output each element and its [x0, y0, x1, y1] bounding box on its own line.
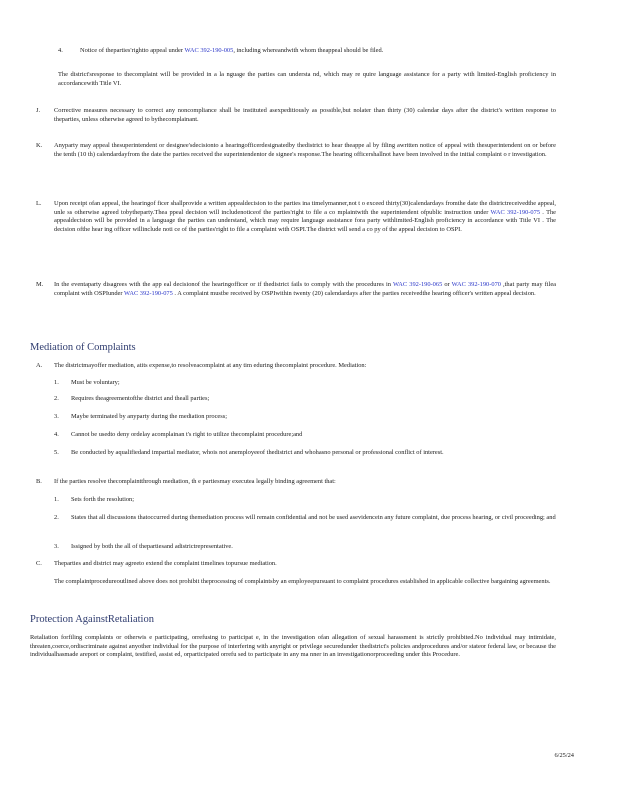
- list-item-label: 4.: [54, 431, 59, 438]
- list-item-label: 5.: [54, 449, 59, 456]
- item-j-label: J.: [36, 107, 41, 114]
- list-item-text: Cannot be usedto deny ordelay acomplainan t's right to utilize thecomplaint procedure;and: [71, 431, 303, 438]
- agreement-item-3: [54, 543, 556, 552]
- list-item-label: 3.: [54, 413, 59, 420]
- item-m-text: [54, 281, 556, 298]
- item-m-text-pre: In the eventaparty disagrees with the app eal decisionof the hearingofficer or if thedistrict fails to comply with the procedures in: [54, 281, 393, 288]
- item-m-text-post: . A complaint mustbe received by OSPIwithin twenty (20) calendardays after the parties receivedthe hearing officer's written appeal decision.: [172, 289, 536, 297]
- item-4-text-post: , including whereandwith whom theappeal should be filed.: [233, 47, 384, 54]
- item-m-text-mid: or: [442, 281, 452, 288]
- item-l: [36, 200, 556, 234]
- list-item-text: Sets forth the resolution;: [71, 496, 135, 503]
- list-item-text: States that all discussions thatoccurred during themediation process will remain confidential and not be used asevidencein any future complaint, due process hearing, or civil proceeding; and: [71, 514, 556, 521]
- item-k: [36, 142, 556, 159]
- item-l-text: [54, 200, 556, 234]
- mediation-item-5: [54, 449, 556, 458]
- item-c: [36, 560, 556, 569]
- item-4-label: 4.: [58, 47, 63, 54]
- list-item-label: 1.: [54, 496, 59, 503]
- wac-392-190-065-link[interactable]: WAC 392-190-065: [392, 281, 443, 288]
- mediation-item-4: [54, 431, 556, 440]
- retaliation-paragraph: Retaliation forfiling complaints or otherwis e participating, orrefusing to participat e, in the investigation ofan allegation of sexual harassment is strictly prohibited.No individual may intimidate, threaten,coerce,ordiscriminate against anyother individual for the purpose of interfering with anyright or privilege securedunder thedistrict's policies andprocedures and/or stateor federal law, or because the individualhasmade areport or complaint, testified, assist ed, orparticipated orrefu sed to participate in any ma nner in an investigationorproceeding under this Procedure.: [30, 634, 556, 659]
- item-c-label: C.: [36, 560, 42, 567]
- list-item-label: 2.: [54, 514, 59, 521]
- item-k-label: K.: [36, 142, 43, 149]
- agreement-item-1: [54, 496, 556, 505]
- item-m-text-mid2: ,that party may filea complaint with OSPIunder: [54, 281, 556, 297]
- item-l-text-post: . The appealdecision will be provided in a language the parties can understand, which may require language assistance fora party withlimited-English proficiency in accordance with Title VI . The decision ofthe hear ing officer willinclude noti ce of the parties'right to file a complaint with OSPI.The district will send a co py of the appeal decision to OSPI.: [54, 208, 557, 233]
- item-b-text: If the parties resolve thecomplaintthrough mediation, th e partiesmay executea legally binding agreement that:: [54, 478, 336, 485]
- wac-392-190-070-link[interactable]: WAC 392-190-070: [451, 281, 501, 288]
- mediation-item-2: [54, 395, 556, 404]
- protection-heading: Protection AgainstRetaliation: [30, 614, 154, 625]
- list-item-text: Issigned by both the all of thepartiesand adistrictrepresentative.: [71, 543, 233, 550]
- list-item-label: 3.: [54, 543, 59, 550]
- district-response-paragraph: The district'sresponse to thecomplaint will be provided in a la nguage the parties can understa nd, which may re quire language assistance for a party with limited-English proficiency in accordancewith Title VI.: [58, 71, 556, 87]
- list-item-label: 1.: [54, 379, 59, 386]
- list-item-text: Maybe terminated by anyparty during the mediation process;: [71, 413, 227, 420]
- list-item-label: 2.: [54, 395, 59, 402]
- complaint-procedure-paragraph: The complaintprocedureoutlined above does not prohibit theprocessing of complaintsby an employeepursuant to complaint procedures established in applicable collective bargaining agreements.: [54, 578, 551, 585]
- footer-date: 6/25/24: [554, 752, 574, 759]
- list-item-text: Requires theagreementofthe district and theall parties;: [71, 395, 210, 402]
- agreement-item-2: [54, 514, 556, 523]
- item-b: [36, 478, 556, 487]
- item-a-text: The districtmayoffer mediation, atits expense,to resolveacomplaint at any tim eduring thecomplaint procedure. Mediation:: [54, 362, 367, 369]
- item-4: [58, 47, 558, 56]
- list-item-text: Be conducted by aqualifiedand impartial mediator, whois not anemployeeof thedistrict and whohasno personal or professional conflict of interest.: [71, 449, 444, 456]
- item-j-text: Corrective measures necessary to correct any noncompliance shall be instituted asexpeditiously as possible,but nolater than thirty (30) calendar days after the district's written response to theparties, unless otherwise agreed to bythecomplainant.: [54, 107, 556, 123]
- item-l-text-pre: Upon receipt ofan appeal, the hearingof ficer shallprovide a written appealdecision to the parties ina timelymanner,not t o exceed thirty(30)calendardays fromthe date the districtreceivedthe appeal, unle ss otherwise agreed tobytheparty.Thea ppeal decision will includenoticeof the parties'right to file a co mplaintwith the superintendent ofpublic instruction under: [54, 200, 556, 216]
- item-m: [36, 281, 556, 298]
- mediation-heading: Mediation of Complaints: [30, 342, 136, 353]
- item-m-label: M.: [36, 281, 44, 288]
- item-k-text: Anyparty may appeal thesuperintendent or designee'sdecisionto a hearingofficerdesignatedby thedistrict to hear theappe al by filing awritten notice of appeal with thesuperintendent on or before the tenth (10 th) calendardayfrom the date the parties received the superintendentor de signee's response.The hearing officershallnot have been involved in the initial complaint o r investigation.: [54, 142, 556, 158]
- mediation-item-3: [54, 413, 556, 422]
- wac-392-190-005-link[interactable]: WAC 392-190-005: [184, 47, 234, 54]
- mediation-item-1: [54, 379, 556, 388]
- item-l-label: L.: [36, 200, 42, 207]
- wac-392-190-075-link[interactable]: WAC 392-190-075: [490, 208, 541, 216]
- item-4-text-pre: Notice of theparties'rightto appeal under: [80, 47, 185, 54]
- item-b-label: B.: [36, 478, 42, 485]
- item-j: [36, 107, 556, 124]
- item-a-label: A.: [36, 362, 43, 369]
- item-a: [36, 362, 556, 371]
- list-item-text: Must be voluntary;: [71, 379, 120, 386]
- item-c-text: Theparties and district may agreeto extend the complaint timelines topursue mediation.: [54, 560, 277, 567]
- wac-392-190-075-link-2[interactable]: WAC 392-190-075: [124, 289, 173, 297]
